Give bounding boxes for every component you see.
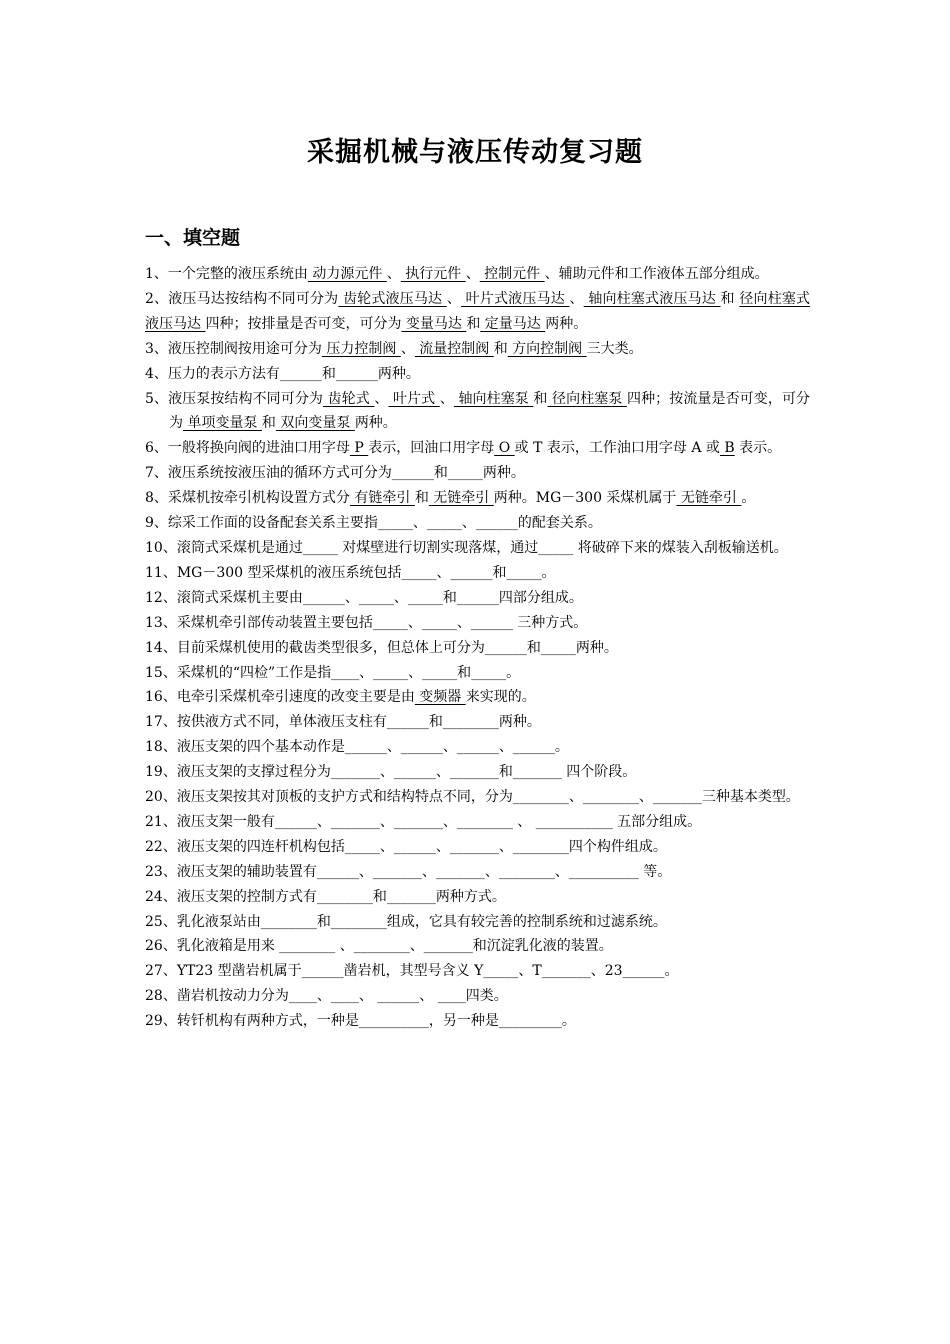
answer-blank: 叶片式 bbox=[388, 390, 440, 407]
question-text: 、 bbox=[465, 266, 480, 282]
question-text: 13、采煤机牵引部传动装置主要包括_____、_____、______ 三种方式。 bbox=[145, 614, 588, 631]
question-text: 和 bbox=[261, 415, 276, 432]
question-13 bbox=[145, 611, 810, 636]
question-text: 1、一个完整的液压系统由 bbox=[145, 266, 308, 282]
question-text: 9、综采工作面的设备配套关系主要指_____、_____、______的配套关系。 bbox=[145, 515, 602, 532]
answer-blank: 叶片式液压马达 bbox=[461, 290, 570, 307]
question-17 bbox=[145, 710, 810, 735]
question-text: 、辅助元件和工作液体五部分组成。 bbox=[544, 266, 769, 282]
question-text: 29、转钎机构有两种方式，一种是__________，另一种是_________。 bbox=[145, 1013, 576, 1030]
question-23 bbox=[145, 860, 810, 885]
question-text: 表示。 bbox=[734, 440, 782, 457]
question-1 bbox=[145, 262, 810, 287]
answer-blank: P bbox=[349, 440, 369, 457]
question-text: 15、采煤机的“四检”工作是指____、_____、_____和_____。 bbox=[145, 664, 521, 681]
question-8 bbox=[145, 486, 810, 511]
question-text: 10、滚筒式采煤机是通过_____ 对煤壁进行切割实现落煤，通过_____ 将破碎下来的煤装入刮板输送机。 bbox=[145, 539, 788, 556]
question-27 bbox=[145, 959, 810, 984]
answer-blank: 执行元件 bbox=[400, 266, 466, 282]
answer-blank: 变频器 bbox=[414, 689, 466, 706]
answer-blank: 定量马达 bbox=[480, 315, 546, 332]
question-21 bbox=[145, 810, 810, 835]
question-text: 5、液压泵按结构不同可分为 bbox=[145, 390, 324, 407]
question-text: 7、液压系统按液压油的循环方式可分为______和_____两种。 bbox=[145, 465, 525, 482]
question-text: 表示，回油口用字母 bbox=[368, 440, 495, 457]
question-text: 四种；按排量是否可变，可分为 bbox=[205, 315, 402, 332]
answer-blank: 双向变量泵 bbox=[275, 415, 355, 432]
question-text: 和 bbox=[493, 340, 508, 357]
question-text: 来实现的。 bbox=[465, 689, 536, 706]
question-7 bbox=[145, 461, 810, 486]
answer-blank: 无链牵引 bbox=[428, 490, 494, 507]
question-text: 17、按供液方式不同，单体液压支柱有______和________两种。 bbox=[145, 714, 541, 731]
question-4 bbox=[145, 362, 810, 387]
question-6 bbox=[145, 436, 810, 461]
question-list bbox=[145, 262, 810, 1034]
question-10 bbox=[145, 536, 810, 561]
answer-blank: 轴向柱塞泵 bbox=[453, 390, 534, 407]
question-text: 20、液压支架按其对顶板的支护方式和结构特点不同，分为________、________、_______三种基本类型。 bbox=[145, 789, 800, 806]
answer-blank: 有链牵引 bbox=[349, 490, 415, 507]
question-text: 8、采煤机按牵引机构设置方式分 bbox=[145, 490, 350, 507]
question-24 bbox=[145, 885, 810, 910]
answer-blank: 轴向柱塞式液压马达 bbox=[583, 290, 721, 307]
question-text: 、 bbox=[446, 290, 462, 307]
question-29 bbox=[145, 1009, 810, 1034]
question-26 bbox=[145, 934, 810, 959]
question-3 bbox=[145, 337, 810, 362]
question-25 bbox=[145, 910, 810, 935]
question-19 bbox=[145, 760, 810, 785]
question-20 bbox=[145, 785, 810, 810]
question-text: 28、凿岩机按动力分为____、____、 ______、 ____四类。 bbox=[145, 988, 508, 1005]
answer-blank: 齿轮式液压马达 bbox=[338, 290, 447, 307]
question-text: 11、MG－300 型采煤机的液压系统包括_____、______和_____。 bbox=[145, 564, 556, 581]
question-text: 6、一般将换向阀的进油口用字母 bbox=[145, 440, 350, 457]
question-11 bbox=[145, 561, 810, 586]
question-text: 两种。 bbox=[354, 415, 397, 432]
question-2 bbox=[145, 287, 810, 337]
question-text: 和 bbox=[720, 290, 740, 307]
answer-blank: B bbox=[719, 440, 735, 457]
answer-blank: 压力控制阀 bbox=[321, 340, 401, 357]
answer-blank: 无链牵引 bbox=[676, 490, 742, 507]
question-text: 两种。MG－300 采煤机属于 bbox=[493, 490, 677, 507]
answer-blank: 方向控制阀 bbox=[507, 340, 587, 357]
question-text: 、 bbox=[569, 290, 584, 307]
answer-blank: 径向柱塞式液压马达 bbox=[145, 290, 811, 332]
question-text: 24、液压支架的控制方式有________和_______两种方式。 bbox=[145, 888, 506, 905]
question-22 bbox=[145, 835, 810, 860]
question-text: 三大类。 bbox=[586, 340, 643, 357]
question-text: 26、乳化液箱是用来 ________ 、________、_______和沉淀乳化液的装置。 bbox=[145, 938, 613, 955]
question-text: 14、目前采煤机使用的截齿类型很多，但总体上可分为______和_____两种。 bbox=[145, 639, 618, 656]
question-text: 、 bbox=[400, 340, 415, 357]
question-14 bbox=[145, 636, 810, 661]
question-text: 25、乳化液泵站由________和________组成，它具有较完善的控制系统和过滤系统。 bbox=[145, 913, 667, 930]
question-text: 3、液压控制阀按用途可分为 bbox=[145, 340, 322, 357]
section-heading: 一、填空题 bbox=[145, 227, 241, 249]
answer-blank: 齿轮式 bbox=[323, 390, 375, 407]
question-text: 、 bbox=[374, 390, 389, 407]
question-28 bbox=[145, 984, 810, 1009]
question-9 bbox=[145, 511, 810, 536]
question-text: 19、液压支架的支撑过程分为_______、______、_______和_______ 四个阶段。 bbox=[145, 764, 637, 781]
question-text: 和 bbox=[466, 315, 481, 332]
answer-blank: 流量控制阀 bbox=[414, 340, 494, 357]
question-text: 23、液压支架的辅助装置有______、_______、_______、________、__________ 等。 bbox=[145, 863, 672, 880]
answer-blank: 径向柱塞泵 bbox=[547, 390, 627, 407]
answer-blank: O bbox=[494, 440, 515, 457]
question-text: 、 bbox=[439, 390, 454, 407]
question-text: 27、YT23 型凿岩机属于______凿岩机，其型号含义 Y_____、T_______、23______。 bbox=[145, 963, 679, 980]
question-text: 22、液压支架的四连杆机构包括_____、______、_______、________四个构件组成。 bbox=[145, 838, 667, 855]
question-text: 18、液压支架的四个基本动作是______、______、______、______。 bbox=[145, 739, 569, 756]
question-text: 12、滚筒式采煤机主要由______、_____、_____和______四部分组成。 bbox=[145, 589, 583, 606]
answer-blank: 变量马达 bbox=[401, 315, 467, 332]
question-12 bbox=[145, 586, 810, 611]
question-text: 和 bbox=[533, 390, 548, 407]
question-text: 21、液压支架一般有______、_______、_______、________ 、 ___________ 五部分组成。 bbox=[145, 813, 702, 830]
answer-blank: 控制元件 bbox=[479, 266, 545, 282]
question-5 bbox=[145, 387, 810, 437]
question-16 bbox=[145, 685, 810, 710]
question-text: 4、压力的表示方法有______和______两种。 bbox=[145, 365, 420, 382]
question-text: 2、液压马达按结构不同可分为 bbox=[145, 290, 339, 307]
question-text: 四种；按流量是否可变，可分为 bbox=[169, 390, 811, 432]
page-title: 采掘机械与液压传动复习题 bbox=[307, 137, 643, 168]
question-text: 或 T 表示，工作油口用字母 A 或 bbox=[514, 440, 720, 457]
question-text: 16、电牵引采煤机牵引速度的改变主要是由 bbox=[145, 689, 415, 706]
answer-blank: 单项变量泵 bbox=[183, 415, 262, 432]
answer-blank: 动力源元件 bbox=[307, 266, 387, 282]
question-15 bbox=[145, 661, 810, 686]
question-text: 和 bbox=[414, 490, 429, 507]
question-text: 两种。 bbox=[545, 315, 588, 332]
question-18 bbox=[145, 735, 810, 760]
question-text: 。 bbox=[741, 490, 756, 507]
question-text: 、 bbox=[386, 266, 401, 282]
